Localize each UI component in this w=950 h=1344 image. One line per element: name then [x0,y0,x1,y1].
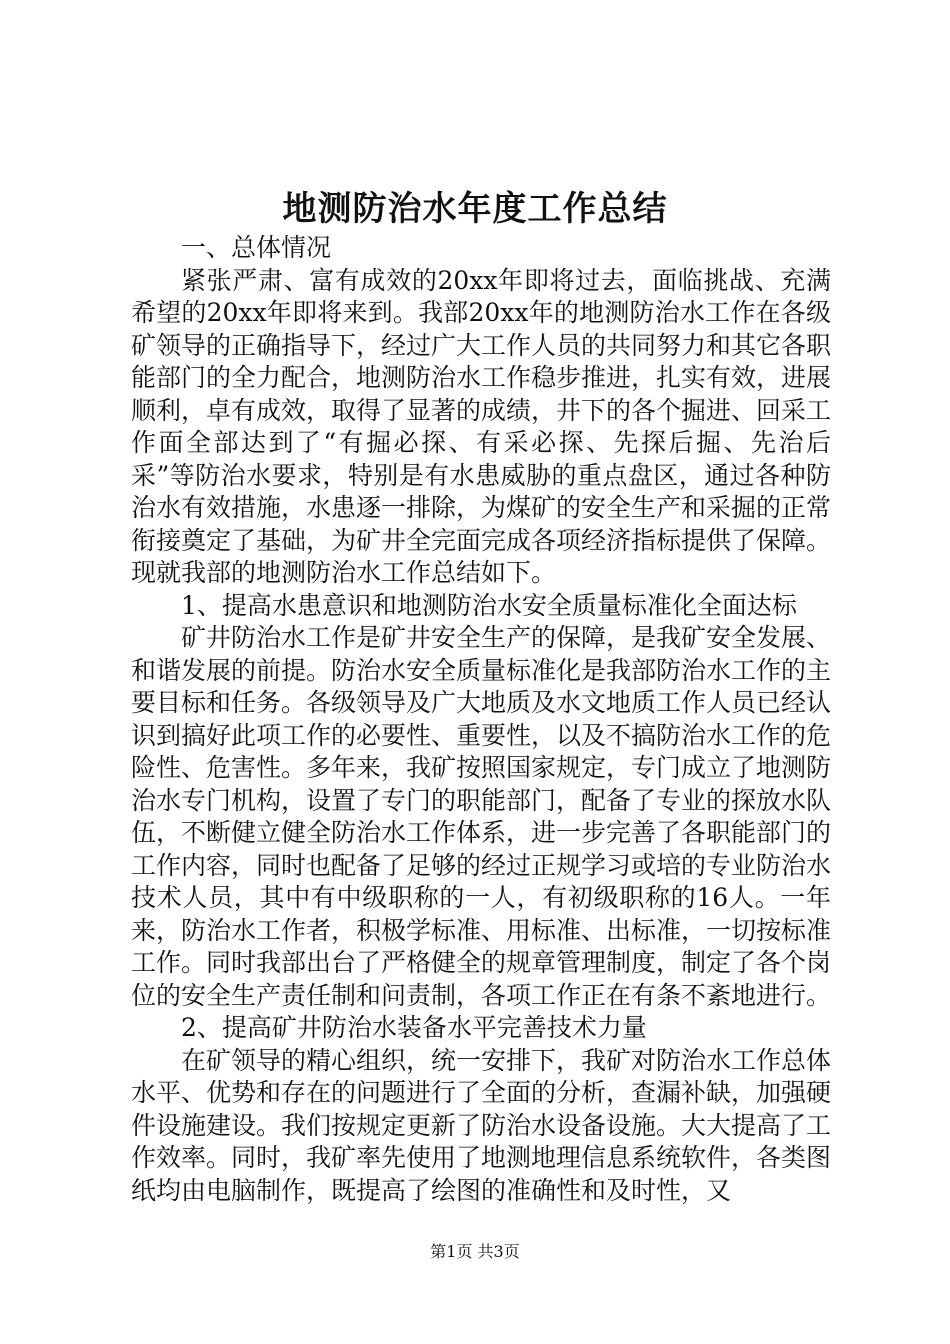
section-heading-1: 1、提高水患意识和地测防治水安全质量标准化全面达标 [181,590,797,620]
document-body [131,232,831,1207]
paragraph-1: 矿井防治水工作是矿井安全生产的保障，是我矿安全发展、和谐发展的前提。防治水安全质量标准化是我部防治水工作的主要目标和任务。各级领导及广大地质及水文地质工作人员已经认识到搞好此项工作的必要性、重要性，以及不搞防治水工作的危险性、危害性。多年来，我矿按照国家规定，专门成立了地测防治水专门机构，设置了专门的职能部门，配备了专业的探放水队伍，不断健立健全防治水工作体系，进一步完善了各职能部门的工作内容，同时也配备了足够的经过正规学习或培的专业防治水技术人员，其中有中级职称的一人，有初级职称的16人。一年来，防治水工作者，积极学标准、用标准、出标准，一切按标准工作。同时我部出台了严格健全的规章管理制度，制定了各个岗位的安全生产责任制和问责制，各项工作正在有条不紊地进行。 [131,623,832,1010]
paragraph-2: 在矿领导的精心组织，统一安排下，我矿对防治水工作总体水平、优势和存在的问题进行了全面的分析，查漏补缺，加强硬件设施建设。我们按规定更新了防治水设备设施。大大提高了工作效率。同时，我矿率先使用了地测地理信息系统软件，各类图纸均由电脑制作，既提高了绘图的准确性和及时性，又 [131,1045,832,1205]
document-title: 地测防治水年度工作总结 [282,189,668,229]
section-heading-2: 2、提高矿井防治水装备水平完善技术力量 [181,1013,647,1042]
page-number-footer: 第1页 共3页 [430,1242,520,1261]
section-heading-overview: 一、总体情况 [181,233,332,262]
paragraph-overview: 紧张严肃、富有成效的20xx年即将过去，面临挑战、充满希望的20xx年即将来到。我部20xx年的地测防治水工作在各级矿领导的正确指导下，经过广大工作人员的共同努力和其它各职能部门的全力配合，地测防治水工作稳步推进，扎实有效，进展顺利，卓有成效，取得了显著的成绩，井下的各个掘进、回采工作面全部达到了“有掘必探、有采必探、先探后掘、先治后采”等防治水要求，特别是有水患威胁的重点盘区，通过各种防治水有效措施，水患逐一排除，为煤矿的安全生产和采掘的正常衔接奠定了基础，为矿井全完面完成各项经济指标提供了保障。现就我部的地测防治水工作总结如下。 [131,265,832,587]
